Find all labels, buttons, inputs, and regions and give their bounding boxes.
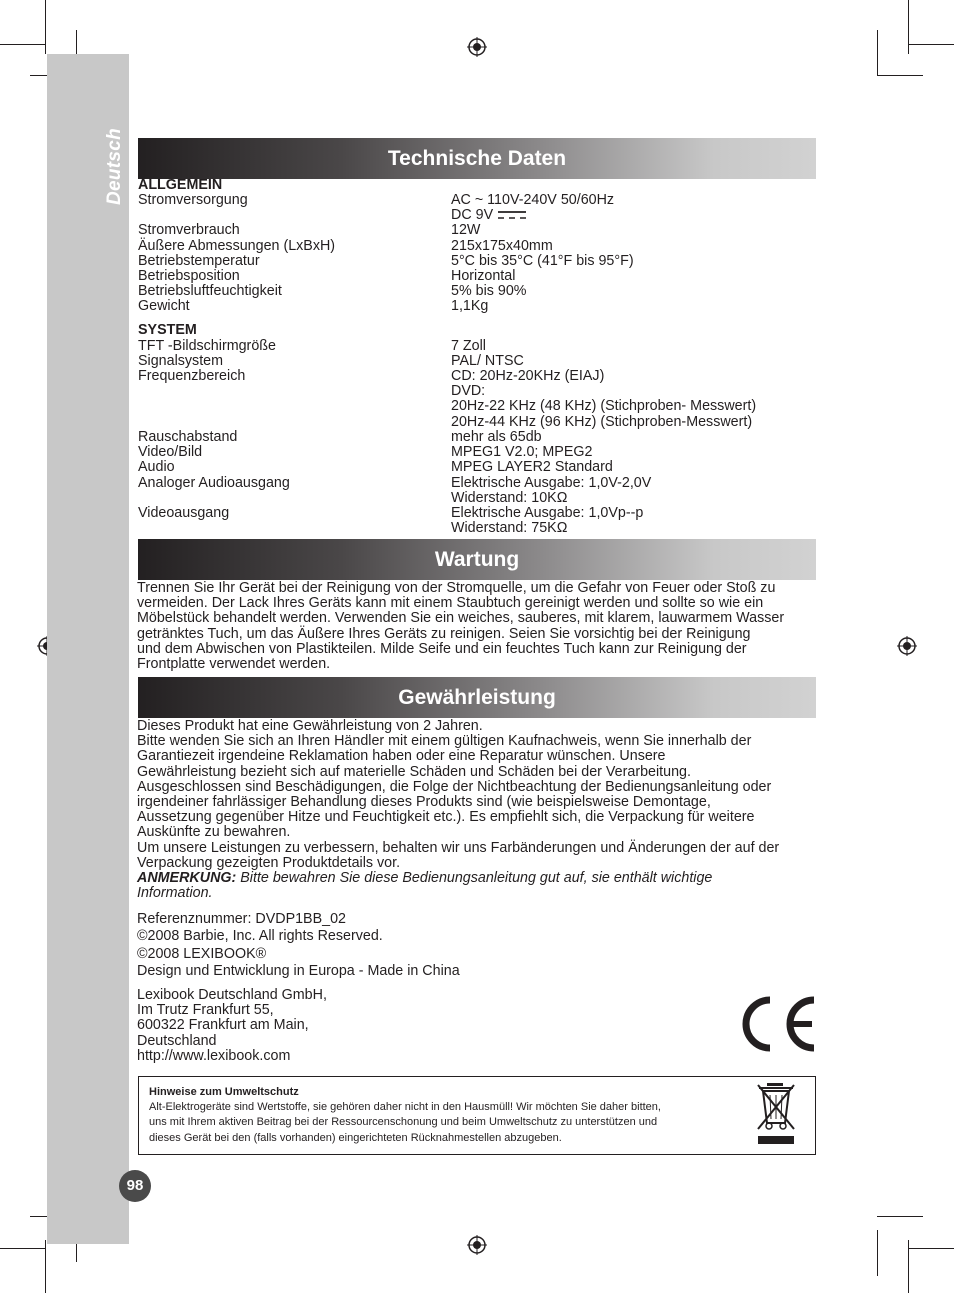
spec-value: Elektrische Ausgabe: 1,0Vp--p: [451, 505, 644, 521]
spec-value: 12W: [451, 222, 481, 238]
spec-label: Audio: [138, 459, 175, 475]
wartung-banner: Wartung: [138, 539, 816, 580]
spec-value: DVD:: [451, 383, 486, 399]
registration-mark-icon: [897, 636, 917, 656]
spec-value: MPEG1 V2.0; MPEG2: [451, 444, 593, 460]
registration-mark-icon: [467, 1235, 487, 1255]
spec-label: TFT -Bildschirmgröße: [138, 338, 276, 354]
section-heading: SYSTEM: [138, 322, 197, 338]
spec-value: Widerstand: 10KΩ: [451, 490, 568, 506]
spec-value: CD: 20Hz-20KHz (EIAJ): [451, 368, 605, 384]
spec-label: Gewicht: [138, 298, 190, 314]
weee-bin-icon: [755, 1081, 797, 1145]
website-link[interactable]: http://www.lexibook.com: [137, 1048, 291, 1064]
spec-value: 5°C bis 35°C (41°F bis 95°F): [451, 253, 634, 269]
note: ANMERKUNG: Bitte bewahren Sie diese Bedienungsanleitung gut auf, sie enthält wichtige: [137, 870, 713, 887]
spec-label: Betriebsluftfeuchtigkeit: [138, 283, 282, 299]
ce-mark-icon: [734, 994, 818, 1054]
gewaehrleistung-banner: Gewährleistung: [138, 677, 816, 718]
spec-value: 215x175x40mm: [451, 238, 553, 254]
spec-value: AC ~ 110V-240V 50/60Hz: [451, 192, 615, 208]
spec-value: PAL/ NTSC: [451, 353, 524, 369]
spec-value: DC 9V: [451, 208, 527, 223]
spec-value: 1,1Kg: [451, 298, 489, 314]
spec-value: 5% bis 90%: [451, 283, 527, 299]
spec-label: Video/Bild: [138, 444, 203, 460]
language-label: Deutsch: [104, 127, 125, 205]
spec-label: Stromverbrauch: [138, 222, 240, 238]
spec-value: 7 Zoll: [451, 338, 486, 354]
section-heading: ALLGEMEIN: [138, 177, 223, 193]
environment-notice: [138, 1076, 816, 1155]
spec-value: mehr als 65db: [451, 429, 542, 445]
spec-label: Analoger Audioausgang: [138, 475, 290, 491]
side-strip: [47, 54, 129, 1244]
wartung-text: Trennen Sie Ihr Gerät bei der Reinigung von der Stromquelle, um die Gefahr von Feuer oder Stoß zu vermeiden. Der Lack Ihres Geräts kann mit einem Staubtuch gereinigt werden und sollte so wie ein Möbelstück behandelt werden. Verwenden Sie ein weiches, sauberes, mit klarem, lauwarmem Wasser getränktes Tuch, um das Äußere Ihres Geräts zu reinigen. Seien Sie vorsichtig bei der Reinigung und dem Abwischen von Plastikteilen. Milde Seife und ein feuchtes Tuch kann zur Reinigung der Frontplatte verwendet werden.: [137, 580, 785, 673]
spec-label: Frequenzbereich: [138, 368, 246, 384]
spec-label: Äußere Abmessungen (LxBxH): [138, 238, 336, 254]
environment-title: Hinweise zum Umweltschutz: [149, 1086, 299, 1098]
spec-value: MPEG LAYER2 Standard: [451, 459, 613, 475]
technische-daten-banner: Technische Daten: [138, 138, 816, 179]
page-number: 98: [119, 1170, 151, 1202]
registration-mark-icon: [467, 37, 487, 57]
environment-text: Alt-Elektrogeräte sind Wertstoffe, sie gehören daher nicht in den Hausmüll! Wir möchten Sie daher bitten, uns mit Ihrem aktiven Beitrag bei der Ressourcenschonung und beim Umweltschutz zu unterstützen und dieses Gerät bei den (falls vorhanden) eingerichteten Rücknahmestellen abzugeben.: [149, 1101, 661, 1144]
spec-label: Stromversorgung: [138, 192, 248, 208]
spec-label: Videoausgang: [138, 505, 230, 521]
spec-label: Signalsystem: [138, 353, 224, 369]
spec-label: Rauschabstand: [138, 429, 238, 445]
spec-value: Elektrische Ausgabe: 1,0V-2,0V: [451, 475, 652, 491]
spec-value: Widerstand: 75KΩ: [451, 520, 568, 536]
gewaehrleistung-text: Dieses Produkt hat eine Gewährleistung von 2 Jahren. Bitte wenden Sie sich an Ihren Händler mit einem gültigen Kaufnachweis, wenn Sie innerhalb der Garantiezeit irgendeine Reklamation haben oder eine Reparatur wünschen. Unsere Gewährleistung bezieht sich auf materielle Schäden und Schäden bei der Verarbeitung. Ausgeschlossen sind Beschädigungen, die Folge der Nichtbeachtung der Bedienungsanleitung oder irgendeiner fahrlässiger Behandlung dieses Produkts sind (wie beispielsweise Demontage, Aussetzung gegenüber Hitze und Feuchtigkeit etc.). Es empfiehlt sich, die Verpackung für weitere Auskünfte zu bewahren. Um unsere Leistungen zu verbessern, behalten wir uns Farbänderungen und Änderungen der auf der Verpackung gezeigten Produktdetails vor. ANMERKUNG: Bitte bewahren Sie diese Bedienungsanleitung gut auf, sie enthält wichtige Information.: [137, 719, 817, 901]
spec-value: 20Hz-22 KHz (48 KHz) (Stichproben- Messwert): [451, 398, 757, 414]
spec-value: 20Hz-44 KHz (96 KHz) (Stichproben-Messwert): [451, 414, 753, 430]
dc-symbol-icon: [497, 209, 527, 221]
spec-label: Betriebsposition: [138, 268, 240, 284]
spec-label: Betriebstemperatur: [138, 253, 260, 269]
spec-value: Horizontal: [451, 268, 516, 284]
